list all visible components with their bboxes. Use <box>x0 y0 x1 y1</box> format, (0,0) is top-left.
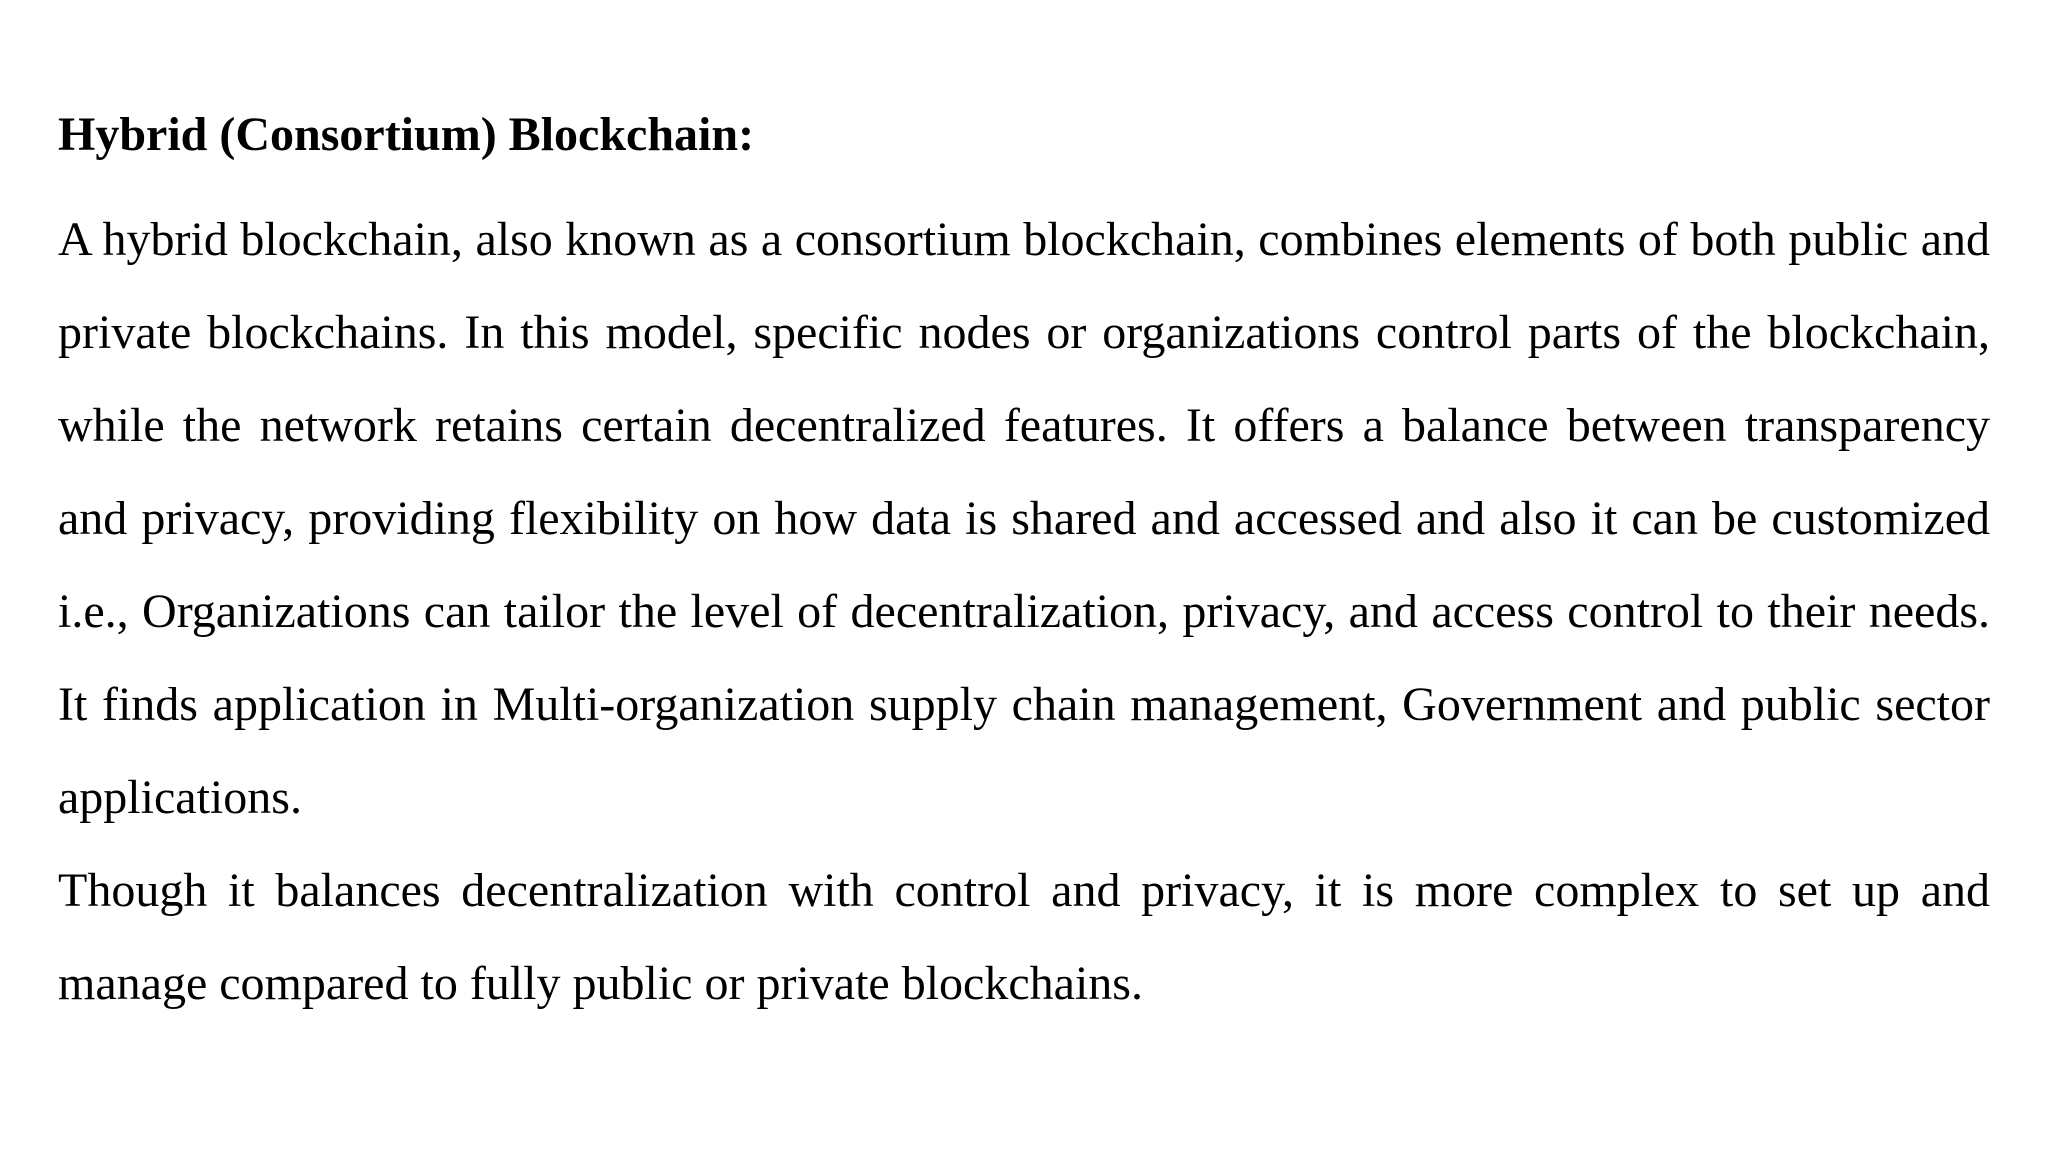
paragraph-description: A hybrid blockchain, also known as a consortium blockchain, combines elements of both public and private blockchains. In this model, specific nodes or organizations control parts of the blockchain, while the network retains certain decentralized features. It offers a balance between transparency and privacy, providing flexibility on how data is shared and accessed and also it can be customized i.e., Organizations can tailor the level of decentralization, privacy, and access control to their needs. It finds application in Multi-organization supply chain management, Government and public sector applications. <box>58 213 1990 824</box>
paragraph-tradeoff: Though it balances decentralization with control and privacy, it is more complex to set up and manage compared to fully public or private blockchains. <box>58 864 1990 1010</box>
section-heading: Hybrid (Consortium) Blockchain: <box>58 108 755 161</box>
document-body <box>58 100 1990 1030</box>
